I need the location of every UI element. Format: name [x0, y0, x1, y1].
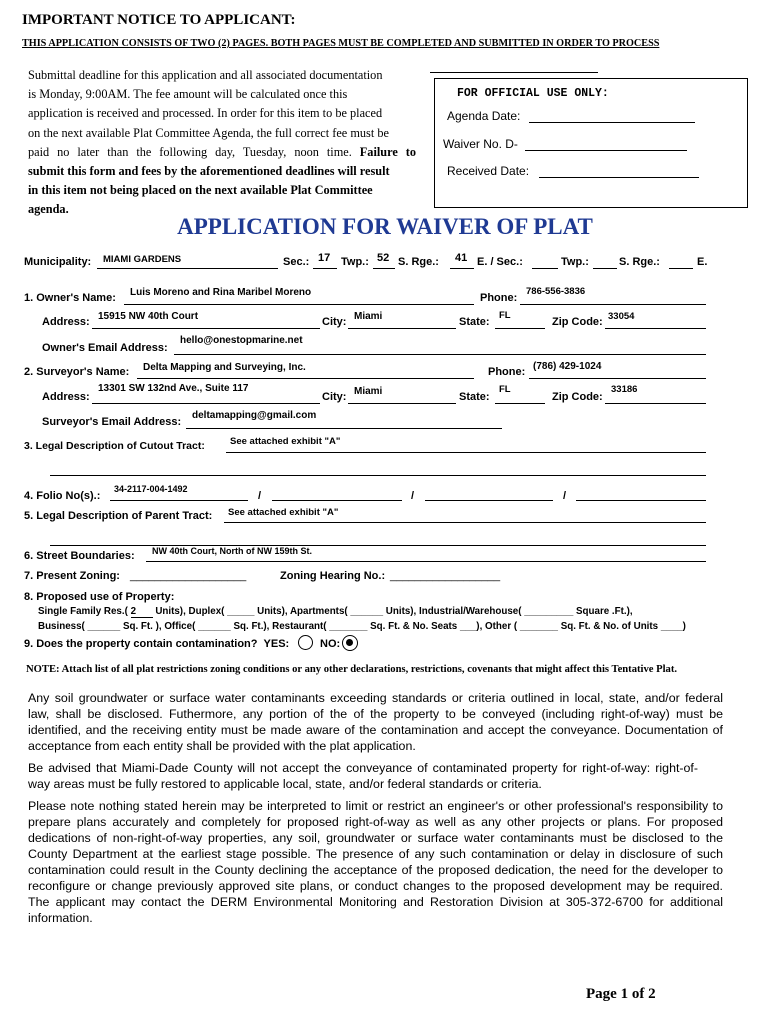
- surveyor-zip-field[interactable]: [605, 403, 706, 404]
- intro-paragraph: [28, 66, 416, 220]
- intro-line-text: paid no later than the following day, Tuesday, noon time.: [28, 144, 352, 159]
- contamination-label: 9. Does the property contain contamination?: [24, 638, 258, 650]
- single-family-units-value: 2: [130, 606, 137, 617]
- municipality-label: Municipality:: [24, 256, 92, 268]
- owner-state-field[interactable]: [495, 328, 545, 329]
- folio-field-4[interactable]: [576, 500, 706, 501]
- twp-value: 52: [377, 252, 390, 264]
- owner-zip-label: Zip Code:: [552, 316, 603, 328]
- folio-slash: /: [258, 490, 262, 502]
- rge2-label: S. Rge.:: [619, 256, 660, 268]
- legal-cutout-field-line2[interactable]: [50, 475, 706, 476]
- disclaimer-paragraph: [28, 798, 723, 926]
- sec2-label: E. / Sec.:: [477, 256, 523, 268]
- present-zoning-field[interactable]: ___________________: [130, 570, 247, 582]
- folio-field-2[interactable]: [272, 500, 402, 501]
- agenda-date-label: Agenda Date:: [447, 109, 521, 123]
- owner-name-value: Luis Moreno and Rina Maribel Moreno: [130, 287, 312, 298]
- intro-line: Submittal deadline for this application and all associated documentation: [28, 68, 383, 82]
- proposed-use-line1: [38, 606, 633, 618]
- legal-cutout-value: See attached exhibit "A": [230, 436, 341, 447]
- contamination-yes-radio[interactable]: [298, 635, 313, 650]
- rge2-field[interactable]: [669, 268, 693, 269]
- surveyor-address-label: Address:: [42, 391, 90, 403]
- legal-cutout-field[interactable]: [226, 452, 706, 453]
- paragraph-line: information.: [28, 911, 93, 925]
- municipality-value: MIAMI GARDENS: [103, 254, 182, 265]
- intro-line: [28, 143, 416, 162]
- paragraph-line: Please note nothing stated herein may be interpreted to limit or restrict an engineer's or other professional's responsibility to: [28, 799, 723, 813]
- owner-zip-field[interactable]: [605, 328, 706, 329]
- legal-parent-label: 5. Legal Description of Parent Tract:: [24, 510, 213, 522]
- surveyor-address-value: 13301 SW 132nd Ave., Suite 117: [98, 383, 249, 394]
- folio-slash: /: [411, 490, 415, 502]
- intro-line: application is received and processed. In order for this item to be placed: [28, 106, 383, 121]
- proposed-use-label: 8. Proposed use of Property:: [24, 591, 175, 603]
- owner-name-label: 1. Owner's Name:: [24, 292, 116, 304]
- intro-bold-line: in this item not being placed on the next available Plat Committee: [28, 183, 373, 198]
- rge-label: S. Rge.:: [398, 256, 439, 268]
- no-label: NO:: [320, 638, 341, 650]
- street-boundaries-label: 6. Street Boundaries:: [24, 550, 135, 562]
- owner-address-label: Address:: [42, 316, 90, 328]
- legal-cutout-label: 3. Legal Description of Cutout Tract:: [24, 440, 205, 452]
- municipality-field[interactable]: [97, 268, 278, 269]
- surveyor-phone-value: (786) 429-1024: [533, 361, 602, 372]
- surveyor-zip-value: 33186: [611, 384, 638, 395]
- waiver-no-field[interactable]: [525, 150, 687, 151]
- paragraph-line: prepare plans accurately and completely for proposed right-of-way as well as any other projects or plans. For proposed: [28, 815, 723, 829]
- contamination-no-radio[interactable]: [342, 635, 358, 651]
- notice-title: IMPORTANT NOTICE TO APPLICANT:: [22, 12, 296, 28]
- intro-bold-line: submit this form and fees by the aforementioned deadlines will result: [28, 164, 390, 179]
- waiver-no-label: Waiver No. D-: [443, 137, 518, 151]
- surveyor-address-field[interactable]: [92, 403, 320, 404]
- owner-state-value: FL: [499, 310, 511, 321]
- legal-parent-field[interactable]: [224, 522, 706, 523]
- paragraph-line: County Department at the earliest stage possible. The presence of any such contamination or delay in disclosure of such: [28, 847, 723, 861]
- street-boundaries-value: NW 40th Court, North of NW 159th St.: [152, 546, 312, 556]
- folio-field-3[interactable]: [425, 500, 553, 501]
- proposed-use-line2: Business( ______ Sq. Ft. ), Office( ______ Sq. Ft.), Restaurant( _______ Sq. Ft. & No. Seats ___), Other ( _______ Sq. Ft. & No. of Units ____): [38, 621, 686, 632]
- surveyor-city-field[interactable]: [348, 403, 456, 404]
- agenda-date-field[interactable]: [529, 122, 695, 123]
- owner-zip-value: 33054: [608, 311, 635, 322]
- surveyor-city-label: City:: [322, 391, 347, 403]
- sec2-field[interactable]: [532, 268, 558, 269]
- contamination-paragraph: [28, 690, 723, 754]
- twp-label: Twp.:: [341, 256, 369, 268]
- rge-field[interactable]: [450, 268, 474, 269]
- paragraph-line: way areas must be fully restored to applicable local, state, and/or federal standards or criteria.: [28, 777, 542, 791]
- paragraph-line: acceptance from each entity shall be provided with the plat application.: [28, 739, 416, 753]
- owner-email-field[interactable]: [174, 354, 706, 355]
- owner-city-field[interactable]: [348, 328, 456, 329]
- right-of-way-paragraph: [28, 760, 698, 792]
- paragraph-line: reconfigure or change previously approved site plans, or conduct changes to the proposed development may be required.: [28, 879, 723, 893]
- paragraph-line: Be advised that Miami-Dade County will not accept the conveyance of contaminated property for right-of-way: right-of-: [28, 761, 698, 775]
- surveyor-zip-label: Zip Code:: [552, 391, 603, 403]
- received-date-field[interactable]: [539, 177, 699, 178]
- surveyor-email-field[interactable]: [186, 428, 502, 429]
- surveyor-email-value: deltamapping@gmail.com: [192, 410, 317, 421]
- paragraph-line: Any soil groundwater or surface water contaminants exceeding standards or criteria outlined in local, state, and/or federal: [28, 691, 723, 705]
- surveyor-name-value: Delta Mapping and Surveying, Inc.: [143, 362, 306, 373]
- paragraph-line: law, shall be disclosed. Futhermore, any portion of the of the property to be conveyed (including right-of-way) must be: [28, 707, 723, 721]
- owner-address-value: 15915 NW 40th Court: [98, 311, 199, 322]
- surveyor-name-label: 2. Surveyor's Name:: [24, 366, 130, 378]
- twp-field[interactable]: [373, 268, 395, 269]
- owner-name-field[interactable]: [124, 304, 474, 305]
- single-family-label: Single Family Res.(: [38, 606, 128, 617]
- other-uses-line1: Units), Duplex( _____ Units), Apartments( ______ Units), Industrial/Warehouse( _________ Square .Ft.),: [155, 606, 633, 617]
- surveyor-state-label: State:: [459, 391, 490, 403]
- owner-city-label: City:: [322, 316, 347, 328]
- paragraph-line: The applicant may contact the DERM Environmental Monitoring and Restoration Division at 305-372-6700 for additional: [28, 895, 723, 909]
- street-boundaries-field[interactable]: [146, 561, 706, 562]
- yes-label: YES:: [263, 638, 290, 650]
- folio-label: 4. Folio No(s).:: [24, 490, 101, 502]
- received-date-label: Received Date:: [447, 164, 530, 178]
- form-title: APPLICATION FOR WAIVER OF PLAT: [177, 214, 593, 239]
- official-box-topline: [430, 72, 598, 73]
- surveyor-email-label: Surveyor's Email Address:: [42, 416, 182, 428]
- owner-email-value: hello@onestopmarine.net: [180, 335, 303, 346]
- owner-state-label: State:: [459, 316, 490, 328]
- folio-slash: /: [563, 490, 567, 502]
- official-use-box: [434, 78, 748, 208]
- legal-parent-field-line2[interactable]: [50, 545, 706, 546]
- notice-subtitle: THIS APPLICATION CONSISTS OF TWO (2) PAGES. BOTH PAGES MUST BE COMPLETED AND SUBMITTED IN ORDER TO PROCESS: [22, 38, 660, 49]
- sec-value: 17: [318, 252, 331, 264]
- contamination-question: [24, 638, 289, 650]
- owner-phone-value: 786-556-3836: [526, 286, 586, 297]
- paragraph-line: contamination could result in the County declining the acceptance of the proposed dedication, the need for the developer to: [28, 863, 723, 877]
- zoning-hearing-field[interactable]: __________________: [390, 570, 501, 582]
- owner-phone-field[interactable]: [520, 304, 706, 305]
- surveyor-phone-label: Phone:: [488, 366, 526, 378]
- folio-value: 34-2117-004-1492: [114, 484, 188, 494]
- sec-field[interactable]: [313, 268, 337, 269]
- surveyor-state-value: FL: [499, 384, 511, 395]
- paragraph-line: identified, and the receiving entity must be made aware of the contamination and accept the conveyance. Documentation of: [28, 723, 723, 737]
- twp2-field[interactable]: [593, 268, 617, 269]
- twp2-label: Twp.:: [561, 256, 589, 268]
- legal-parent-value: See attached exhibit "A": [228, 507, 339, 518]
- paragraph-line: dedications of non-right-of-way properties, any soil, groundwater or surface water contaminants must be disclosed to the: [28, 831, 723, 845]
- intro-bold-tail: Failure to: [359, 144, 417, 159]
- surveyor-phone-field[interactable]: [529, 378, 706, 379]
- owner-email-label: Owner's Email Address:: [42, 342, 168, 354]
- radio-selected-dot: [346, 639, 353, 646]
- intro-line: on the next available Plat Committee Agenda, the full correct fee must be: [28, 125, 389, 140]
- owner-phone-label: Phone:: [480, 292, 518, 304]
- surveyor-name-field[interactable]: [137, 378, 474, 379]
- surveyor-state-field[interactable]: [495, 403, 545, 404]
- surveyor-city-value: Miami: [354, 386, 383, 397]
- intro-bold-line: agenda.: [28, 202, 69, 217]
- note-text: NOTE: Attach list of all plat restrictions zoning conditions or any other declarations, restrictions, covenants that might affect this Tentative Plat.: [26, 664, 677, 675]
- owner-city-value: Miami: [354, 311, 383, 322]
- e-label: E.: [697, 256, 708, 268]
- owner-address-field[interactable]: [92, 328, 320, 329]
- official-box-title: FOR OFFICIAL USE ONLY:: [457, 87, 609, 100]
- sec-label: Sec.:: [283, 256, 310, 268]
- folio-field-1[interactable]: [110, 500, 248, 501]
- intro-line: is Monday, 9:00AM. The fee amount will be calculated once this: [28, 87, 348, 102]
- zoning-hearing-label: Zoning Hearing No.:: [280, 570, 386, 582]
- rge-value: 41: [455, 252, 468, 264]
- present-zoning-label: 7. Present Zoning:: [24, 570, 120, 582]
- page-number: Page 1 of 2: [586, 986, 656, 1002]
- single-family-units-field[interactable]: [131, 606, 153, 618]
